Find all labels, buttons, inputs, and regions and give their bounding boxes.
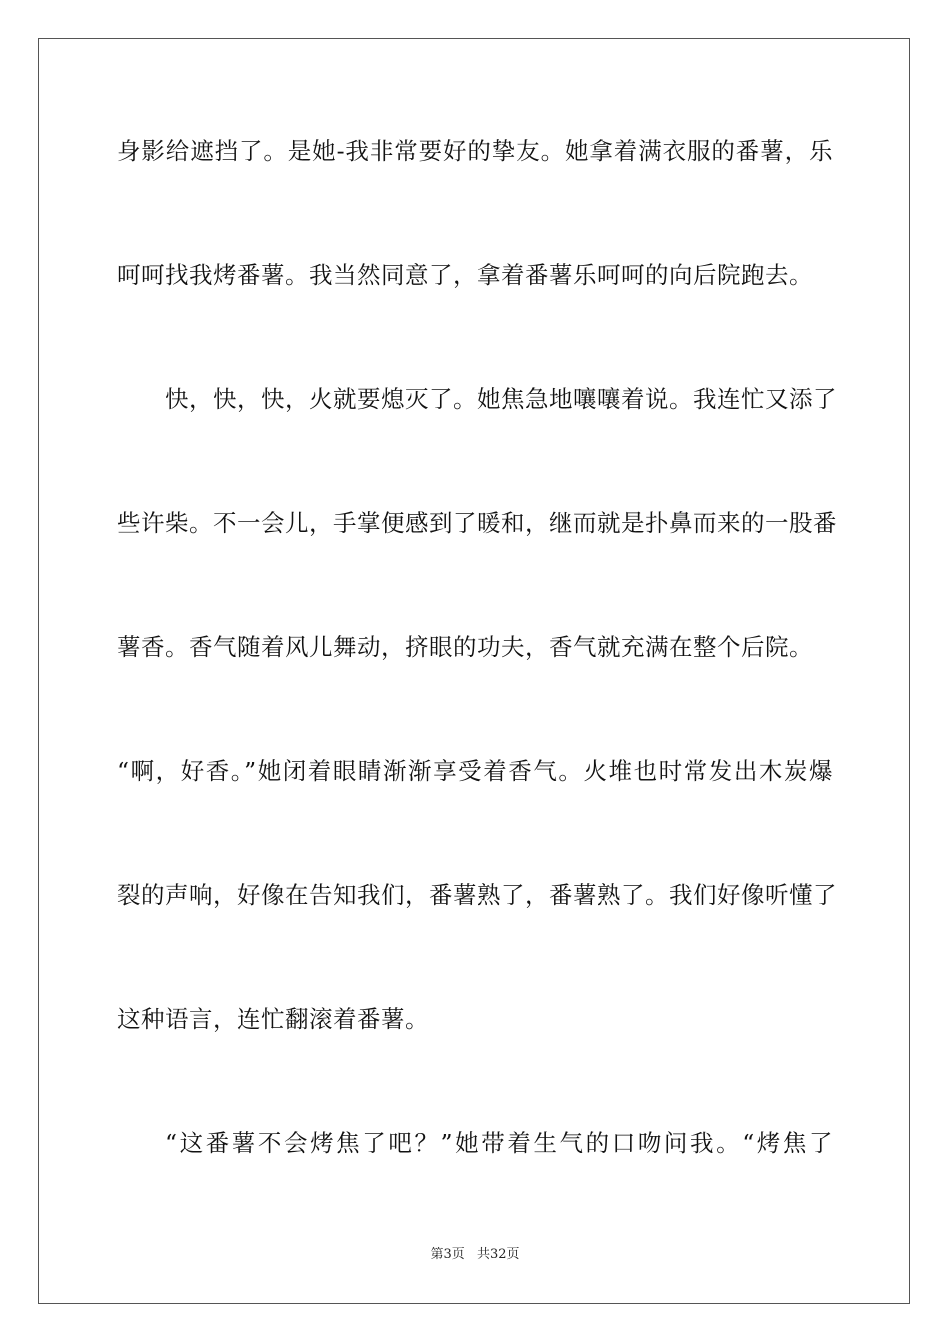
page-number-total: 共32页 <box>476 1247 520 1262</box>
page-footer <box>0 1246 950 1264</box>
text-line: “这番薯不会烤焦了吧？”她带着生气的口吻问我。“烤焦了 <box>165 1129 833 1157</box>
text-line: 裂的声响，好像在告知我们，番薯熟了，番薯熟了。我们好像听懂了 <box>117 881 837 909</box>
text-line: 身影给遮挡了。是她-我非常要好的挚友。她拿着满衣服的番薯，乐 <box>117 137 833 165</box>
text-line: 薯香。香气随着风儿舞动，挤眼的功夫，香气就充满在整个后院。 <box>117 633 813 661</box>
page-frame <box>38 38 910 1304</box>
text-line: “啊，好香。”她闭着眼睛渐渐享受着香气。火堆也时常发出木炭爆 <box>117 757 833 785</box>
text-line: 这种语言，连忙翻滚着番薯。 <box>117 1005 429 1033</box>
text-line: 快，快，快，火就要熄灭了。她焦急地嚷嚷着说。我连忙又添了 <box>165 385 837 413</box>
page-number-current: 第3页 <box>430 1247 465 1262</box>
text-line: 呵呵找我烤番薯。我当然同意了，拿着番薯乐呵呵的向后院跑去。 <box>117 261 813 289</box>
text-line: 些许柴。不一会儿，手掌便感到了暖和，继而就是扑鼻而来的一股番 <box>117 509 837 537</box>
